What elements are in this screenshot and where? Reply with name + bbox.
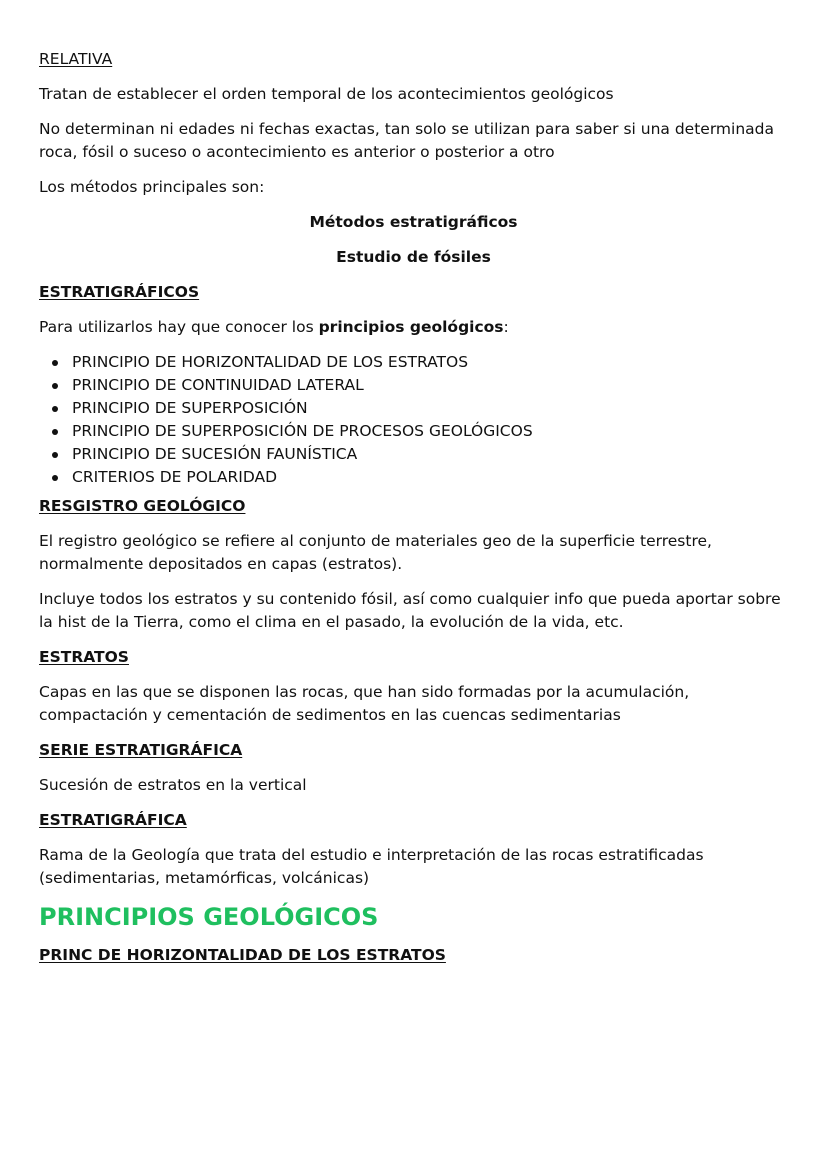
method-stratigraphic: Métodos estratigráficos bbox=[309, 213, 518, 231]
estratos-heading: ESTRATOS bbox=[39, 648, 129, 666]
intro-bold: principios geológicos bbox=[318, 318, 504, 336]
serie-para: Sucesión de estratos en la vertical bbox=[39, 776, 307, 794]
relativa-heading: RELATIVA bbox=[39, 50, 113, 68]
relativa-para-2-line-2: roca, fósil o suceso o acontecimiento es anterior o posterior a otro bbox=[39, 143, 555, 161]
list-item-text: PRINCIPIO DE SUCESIÓN FAUNÍSTICA bbox=[72, 445, 358, 463]
bullet-icon bbox=[52, 360, 58, 366]
method-fossils: Estudio de fósiles bbox=[336, 248, 491, 266]
serie-heading: SERIE ESTRATIGRÁFICA bbox=[39, 741, 243, 759]
list-item bbox=[72, 443, 788, 466]
registro-para-2 bbox=[39, 588, 788, 634]
intro-prefix: Para utilizarlos hay que conocer los bbox=[39, 318, 319, 336]
list-item-text: PRINCIPIO DE CONTINUIDAD LATERAL bbox=[72, 376, 364, 394]
list-item bbox=[72, 466, 788, 489]
intro-suffix: : bbox=[503, 318, 509, 336]
bullet-icon bbox=[52, 383, 58, 389]
estratos-para-line-1: Capas en las que se disponen las rocas, que han sido formadas por la acumulación, bbox=[39, 683, 690, 701]
list-item bbox=[72, 374, 788, 397]
list-item bbox=[72, 397, 788, 420]
registro-para-1-line-1: El registro geológico se refiere al conjunto de materiales geo de la superficie terrestre, bbox=[39, 532, 712, 550]
relativa-para-2 bbox=[39, 118, 788, 164]
estratigraficos-heading: ESTRATIGRÁFICOS bbox=[39, 283, 200, 301]
list-item-text: PRINCIPIO DE SUPERPOSICIÓN bbox=[72, 399, 308, 417]
list-item-text: PRINCIPIO DE HORIZONTALIDAD DE LOS ESTRATOS bbox=[72, 353, 469, 371]
list-item bbox=[72, 351, 788, 374]
list-item-text: PRINCIPIO DE SUPERPOSICIÓN DE PROCESOS GEOLÓGICOS bbox=[72, 422, 533, 440]
principios-title: PRINCIPIOS GEOLÓGICOS bbox=[39, 903, 379, 931]
bullet-icon bbox=[52, 452, 58, 458]
bullet-icon bbox=[52, 406, 58, 412]
list-item-text: CRITERIOS DE POLARIDAD bbox=[72, 468, 278, 486]
estratigraficos-intro bbox=[39, 316, 788, 339]
horizontalidad-subheading: PRINC DE HORIZONTALIDAD DE LOS ESTRATOS bbox=[39, 946, 446, 964]
registro-para-1-line-2: normalmente depositados en capas (estratos). bbox=[39, 555, 403, 573]
estratos-para bbox=[39, 681, 788, 727]
relativa-para-3: Los métodos principales son: bbox=[39, 178, 265, 196]
registro-para-1 bbox=[39, 530, 788, 576]
estratigrafica-para-line-2: (sedimentarias, metamórficas, volcánicas) bbox=[39, 869, 370, 887]
principles-list bbox=[39, 351, 788, 489]
estratigrafica-para-line-1: Rama de la Geología que trata del estudio e interpretación de las rocas estratificadas bbox=[39, 846, 704, 864]
estratos-para-line-2: compactación y cementación de sedimentos en las cuencas sedimentarias bbox=[39, 706, 621, 724]
estratigrafica-para bbox=[39, 844, 788, 890]
estratigrafica-heading: ESTRATIGRÁFICA bbox=[39, 811, 187, 829]
list-item bbox=[72, 420, 788, 443]
relativa-para-2-line-1: No determinan ni edades ni fechas exactas, tan solo se utilizan para saber si una determinada bbox=[39, 120, 775, 138]
registro-para-2-line-2: la hist de la Tierra, como el clima en el pasado, la evolución de la vida, etc. bbox=[39, 613, 624, 631]
bullet-icon bbox=[52, 475, 58, 481]
registro-heading: RESGISTRO GEOLÓGICO bbox=[39, 497, 246, 515]
bullet-icon bbox=[52, 429, 58, 435]
relativa-para-1: Tratan de establecer el orden temporal de los acontecimientos geológicos bbox=[39, 85, 614, 103]
registro-para-2-line-1: Incluye todos los estratos y su contenido fósil, así como cualquier info que pueda aportar sobre bbox=[39, 590, 781, 608]
